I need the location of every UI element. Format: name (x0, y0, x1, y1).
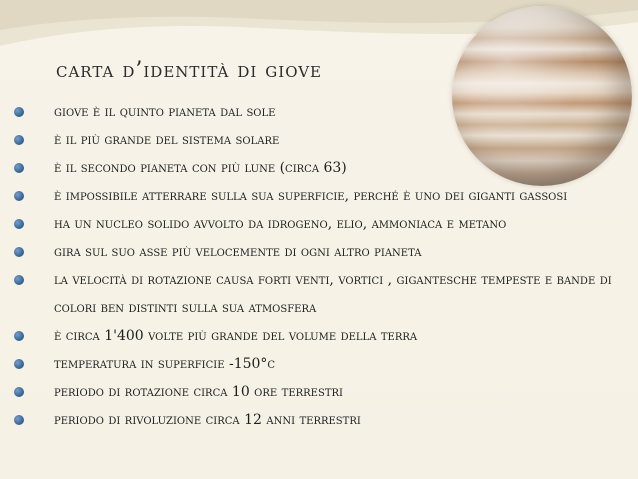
page-title: carta d’identità di giove (56, 58, 323, 83)
bullet-icon (14, 191, 24, 201)
list-item: è circa 1'400 volte più grande del volume della terra (10, 322, 622, 350)
list-item: è impossibile atterrare sulla sua superficie, perché è uno dei giganti gassosi (10, 182, 622, 210)
bullet-icon (14, 387, 24, 397)
list-item: giove è il quinto pianeta dal sole (10, 98, 622, 126)
bullet-icon (14, 275, 24, 285)
bullet-icon (14, 135, 24, 145)
list-item: periodo di rotazione circa 10 ore terrestri (10, 378, 622, 406)
bullet-icon (14, 415, 24, 425)
list-item: ha un nucleo solido avvolto da idrogeno, elio, ammoniaca e metano (10, 210, 622, 238)
list-item: periodo di rivoluzione circa 12 anni terrestri (10, 406, 622, 434)
list-item: è il più grande del sistema solare (10, 126, 622, 154)
bullet-icon (14, 163, 24, 173)
list-item: temperatura in superficie -150°c (10, 350, 622, 378)
bullet-icon (14, 219, 24, 229)
bullet-list (10, 98, 622, 434)
list-item: la velocità di rotazione causa forti venti, vortici , gigantesche tempeste e bande di colori ben distinti sulla sua atmosfera (10, 266, 622, 322)
bullet-icon (14, 247, 24, 257)
bullet-icon (14, 107, 24, 117)
list-item: è il secondo pianeta con più lune (circa 63) (10, 154, 622, 182)
bullet-icon (14, 359, 24, 369)
list-item: gira sul suo asse più velocemente di ogni altro pianeta (10, 238, 622, 266)
bullet-icon (14, 331, 24, 341)
